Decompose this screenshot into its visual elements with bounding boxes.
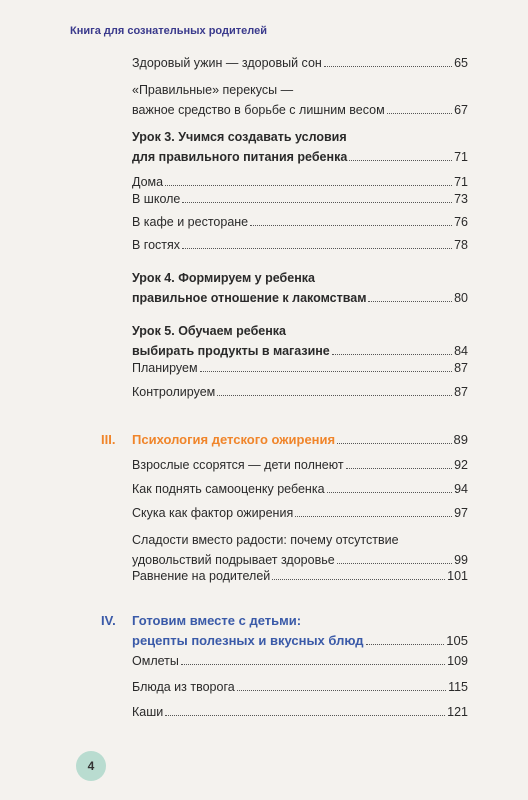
toc-entry [132, 382, 468, 402]
leader-dots [295, 516, 452, 517]
toc-page-number: 71 [454, 175, 468, 189]
toc-page-number: 89 [453, 432, 468, 447]
toc-entry-title: Дома [132, 175, 164, 189]
toc-page-number: 87 [454, 385, 468, 399]
toc-entry-title: В школе [132, 192, 181, 206]
toc-entry [132, 358, 468, 378]
toc-page-number: 99 [454, 553, 468, 567]
toc-page-number: 92 [454, 458, 468, 472]
toc-page-number: 67 [454, 103, 468, 117]
toc-entry-title: Скука как фактор ожирения [132, 506, 294, 520]
toc-entry [132, 235, 468, 255]
toc-entry [132, 189, 468, 209]
toc-entry-title: Контролируем [132, 385, 216, 399]
leader-dots [200, 371, 453, 372]
toc-page-number: 78 [454, 238, 468, 252]
leader-dots [217, 395, 452, 396]
toc-entry [132, 651, 468, 671]
toc-entry-title: важное средство в борьбе с лишним весом [132, 103, 385, 117]
leader-dots [366, 644, 445, 645]
toc-entry [132, 566, 468, 586]
toc-lesson-entry [132, 321, 468, 361]
toc-page-number: 115 [448, 680, 468, 694]
leader-dots [327, 492, 453, 493]
toc-entry-title: Сладости вместо радости: почему отсутствие [132, 533, 399, 547]
toc-entry-title: В гостях [132, 238, 181, 252]
toc-entry-title: Урок 5. Обучаем ребенка [132, 324, 286, 338]
toc-entry-title: удовольствий подрывает здоровье [132, 553, 335, 567]
toc-entry-title: Урок 4. Формируем у ребенка [132, 271, 315, 285]
leader-dots [181, 664, 445, 665]
leader-dots [237, 690, 446, 691]
toc-entry-title: Здоровый ужин — здоровый сон [132, 56, 322, 70]
leader-dots [337, 563, 452, 564]
page-number-badge [76, 751, 106, 781]
toc-entry [132, 702, 468, 722]
toc-page-number: 76 [454, 215, 468, 229]
leader-dots [165, 185, 452, 186]
toc-entry-title: В кафе и ресторане [132, 215, 249, 229]
page-number: 4 [87, 759, 95, 773]
leader-dots [332, 354, 452, 355]
toc-page-number: 71 [454, 150, 468, 164]
toc-entry [132, 530, 468, 570]
leader-dots [337, 443, 451, 444]
section-number: IV. [101, 613, 116, 628]
running-head: Книга для сознательных родителей [70, 25, 267, 37]
leader-dots [387, 113, 452, 114]
section-number: III. [101, 432, 116, 447]
leader-dots [250, 225, 452, 226]
toc-entry [132, 80, 468, 120]
toc-page-number: 97 [454, 506, 468, 520]
toc-section-entry [132, 430, 468, 450]
toc-entry-title: Взрослые ссорятся — дети полнеют [132, 458, 344, 472]
leader-dots [324, 66, 452, 67]
toc-page-number: 84 [454, 344, 468, 358]
toc-page-number: 94 [454, 482, 468, 496]
toc-page-number: 73 [454, 192, 468, 206]
toc-entry [132, 479, 468, 499]
toc-entry [132, 53, 468, 73]
leader-dots [346, 468, 453, 469]
toc-entry-title: выбирать продукты в магазине [132, 344, 330, 358]
toc-lesson-entry [132, 127, 468, 167]
leader-dots [165, 715, 445, 716]
toc-entry [132, 212, 468, 232]
toc-section-title: Психология детского ожирения [132, 432, 336, 447]
toc-section-entry [132, 611, 468, 651]
leader-dots [368, 301, 452, 302]
toc-entry-title: правильное отношение к лакомствам [132, 291, 367, 305]
toc-page-number: 121 [447, 705, 468, 719]
toc-entry-title: Как поднять самооценку ребенка [132, 482, 325, 496]
leader-dots [349, 160, 452, 161]
leader-dots [272, 579, 445, 580]
toc-page-number: 101 [447, 569, 468, 583]
toc-entry-title: Блюда из творога [132, 680, 235, 694]
toc-lesson-entry [132, 268, 468, 308]
toc-page-number: 80 [454, 291, 468, 305]
toc-entry-title: Равнение на родителей [132, 569, 271, 583]
leader-dots [182, 248, 452, 249]
toc-entry [132, 503, 468, 523]
toc-page-number: 109 [447, 654, 468, 668]
toc-entry-title: Омлеты [132, 654, 179, 668]
toc-section-title: Готовим вместе с детьми: [132, 613, 302, 628]
leader-dots [182, 202, 452, 203]
toc-entry-title: Планируем [132, 361, 198, 375]
toc-entry-title: для правильного питания ребенка [132, 150, 348, 164]
toc-entry-title: Каши [132, 705, 164, 719]
toc-entry [132, 677, 468, 697]
toc-section-title: рецепты полезных и вкусных блюд [132, 633, 364, 648]
toc-page-number: 87 [454, 361, 468, 375]
toc-entry-title: «Правильные» перекусы — [132, 83, 294, 97]
toc-entry-title: Урок 3. Учимся создавать условия [132, 130, 347, 144]
toc-entry [132, 455, 468, 475]
toc-page-number: 105 [446, 633, 468, 648]
toc-page-number: 65 [454, 56, 468, 70]
